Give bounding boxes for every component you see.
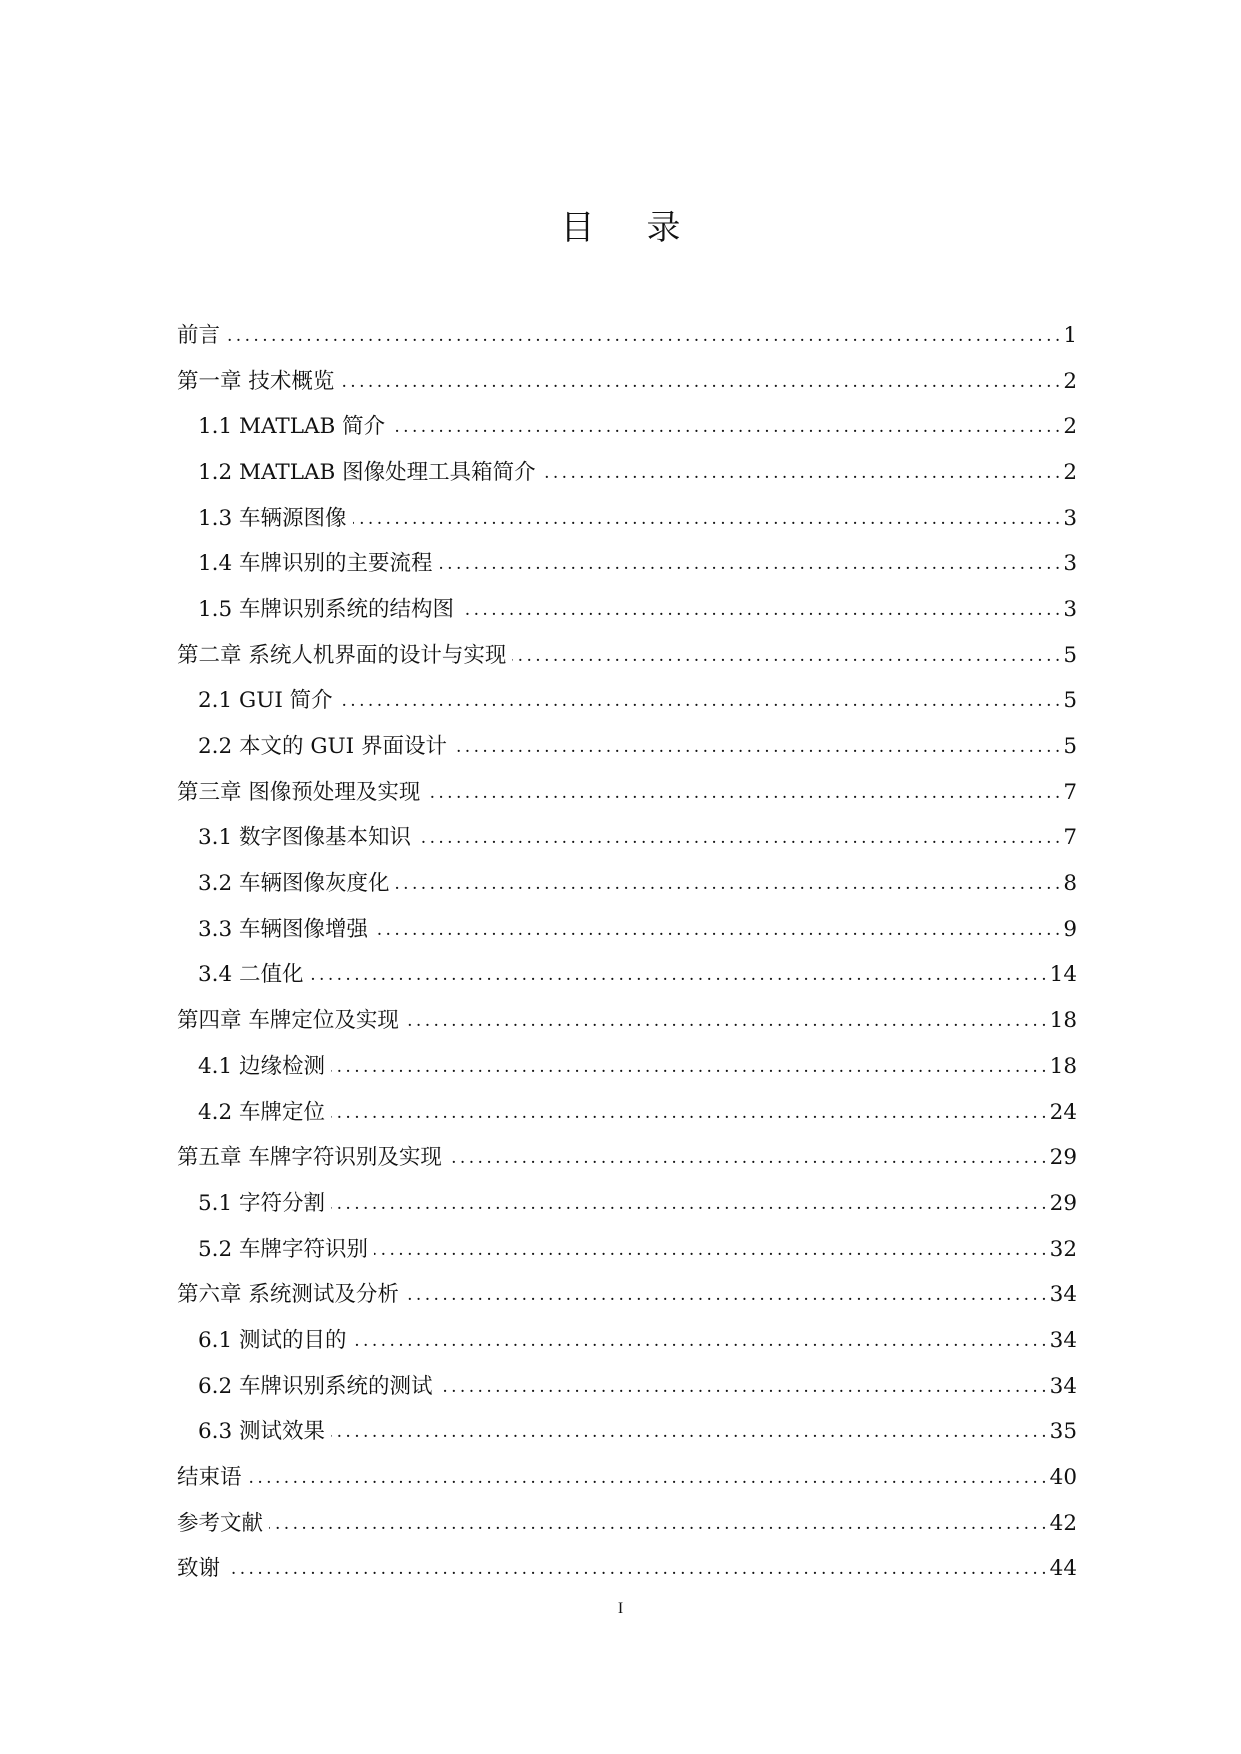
toc-entry-label: 参考文献 <box>177 1510 264 1536</box>
toc-dot-leader <box>512 642 1059 670</box>
toc-entry-page-number: 3 <box>1063 551 1077 577</box>
toc-entry-label: 3.1 数字图像基本知识 <box>198 825 412 851</box>
toc-entry[interactable] <box>177 1044 1077 1090</box>
toc-entry-page-number: 35 <box>1049 1419 1077 1445</box>
toc-entry[interactable] <box>177 679 1077 725</box>
toc-dot-leader <box>439 1373 1046 1401</box>
toc-entry-page-number: 1 <box>1063 322 1077 348</box>
toc-entry[interactable] <box>177 450 1077 496</box>
toc-entry-label: 4.2 车牌定位 <box>198 1099 326 1125</box>
toc-entry[interactable] <box>177 587 1077 633</box>
toc-dot-leader <box>405 1281 1046 1309</box>
toc-entry[interactable] <box>177 907 1077 953</box>
toc-entry-label: 第六章 系统测试及分析 <box>177 1282 399 1308</box>
toc-entry-page-number: 9 <box>1063 916 1077 942</box>
toc-dot-leader <box>439 550 1060 578</box>
toc-dot-leader <box>405 1007 1046 1035</box>
toc-entry-page-number: 18 <box>1049 1008 1077 1034</box>
toc-dot-leader <box>426 779 1059 807</box>
toc-entry-label: 6.3 测试效果 <box>198 1419 326 1445</box>
toc-dot-leader <box>453 733 1059 761</box>
toc-entry[interactable] <box>177 1090 1077 1136</box>
toc-entry[interactable] <box>177 633 1077 679</box>
toc-entry[interactable] <box>177 1227 1077 1273</box>
footer-page-number: I <box>617 1600 624 1617</box>
toc-dot-leader <box>542 459 1060 487</box>
toc-entry-label: 前言 <box>177 322 221 348</box>
toc-dot-leader <box>396 870 1060 898</box>
toc-entry[interactable] <box>177 404 1077 450</box>
toc-entry-label: 1.4 车牌识别的主要流程 <box>198 551 433 577</box>
toc-entry-label: 第一章 技术概览 <box>177 368 335 394</box>
toc-entry-page-number: 18 <box>1049 1053 1077 1079</box>
toc-entry-page-number: 7 <box>1063 779 1077 805</box>
toc-entry-label: 1.5 车牌识别系统的结构图 <box>198 596 455 622</box>
toc-entry-label: 致谢 <box>177 1556 221 1582</box>
toc-entry[interactable] <box>177 1364 1077 1410</box>
toc-entry-label: 5.1 字符分割 <box>198 1190 326 1216</box>
toc-entry-page-number: 24 <box>1049 1099 1077 1125</box>
toc-dot-leader <box>353 505 1060 533</box>
toc-entry-label: 3.3 车辆图像增强 <box>198 916 369 942</box>
toc-entry-label: 第五章 车牌字符识别及实现 <box>177 1145 442 1171</box>
toc-entry-label: 6.2 车牌识别系统的测试 <box>198 1373 433 1399</box>
toc-entry-label: 2.1 GUI 简介 <box>198 688 333 714</box>
toc-entry-label: 4.1 边缘检测 <box>198 1053 326 1079</box>
table-of-contents <box>177 313 1077 1592</box>
toc-entry-label: 3.4 二值化 <box>198 962 304 988</box>
toc-entry[interactable] <box>177 953 1077 999</box>
toc-entry-page-number: 8 <box>1063 871 1077 897</box>
toc-dot-leader <box>226 322 1059 350</box>
toc-entry-page-number: 7 <box>1063 825 1077 851</box>
toc-entry[interactable] <box>177 770 1077 816</box>
toc-entry[interactable] <box>177 1455 1077 1501</box>
toc-entry[interactable] <box>177 541 1077 587</box>
toc-entry-label: 1.1 MATLAB 简介 <box>198 414 386 440</box>
toc-dot-leader <box>353 1327 1046 1355</box>
toc-entry-page-number: 14 <box>1049 962 1077 988</box>
toc-entry[interactable] <box>177 861 1077 907</box>
toc-entry-page-number: 44 <box>1049 1556 1077 1582</box>
toc-entry-page-number: 3 <box>1063 596 1077 622</box>
toc-dot-leader <box>448 1144 1046 1172</box>
toc-entry-page-number: 3 <box>1063 505 1077 531</box>
toc-entry-label: 3.2 车辆图像灰度化 <box>198 871 390 897</box>
toc-entry-page-number: 34 <box>1049 1373 1077 1399</box>
toc-entry-page-number: 34 <box>1049 1282 1077 1308</box>
toc-entry-label: 1.3 车辆源图像 <box>198 505 347 531</box>
toc-entry-page-number: 42 <box>1049 1510 1077 1536</box>
toc-dot-leader <box>374 1236 1046 1264</box>
toc-entry[interactable] <box>177 1501 1077 1547</box>
toc-entry-page-number: 5 <box>1063 642 1077 668</box>
toc-entry[interactable] <box>177 998 1077 1044</box>
toc-entry[interactable] <box>177 1410 1077 1456</box>
toc-entry-label: 5.2 车牌字符识别 <box>198 1236 369 1262</box>
toc-entry[interactable] <box>177 724 1077 770</box>
toc-entry-page-number: 2 <box>1063 414 1077 440</box>
toc-entry[interactable] <box>177 1318 1077 1364</box>
toc-dot-leader <box>331 1053 1046 1081</box>
toc-entry-page-number: 32 <box>1049 1236 1077 1262</box>
toc-dot-leader <box>331 1099 1046 1127</box>
toc-dot-leader <box>310 961 1046 989</box>
toc-entry-page-number: 5 <box>1063 688 1077 714</box>
page-title: 目录 <box>560 208 733 248</box>
toc-entry-label: 第二章 系统人机界面的设计与实现 <box>177 642 507 668</box>
toc-entry[interactable] <box>177 313 1077 359</box>
toc-dot-leader <box>460 596 1059 624</box>
toc-entry-page-number: 34 <box>1049 1327 1077 1353</box>
toc-entry[interactable] <box>177 496 1077 542</box>
toc-entry[interactable] <box>177 359 1077 405</box>
toc-entry[interactable] <box>177 1547 1077 1593</box>
toc-entry-page-number: 40 <box>1049 1465 1077 1491</box>
toc-entry[interactable] <box>177 1181 1077 1227</box>
toc-entry-page-number: 29 <box>1049 1145 1077 1171</box>
toc-entry-page-number: 2 <box>1063 368 1077 394</box>
toc-entry-label: 6.1 测试的目的 <box>198 1327 347 1353</box>
toc-dot-leader <box>248 1464 1046 1492</box>
toc-entry[interactable] <box>177 1272 1077 1318</box>
toc-dot-leader <box>226 1555 1046 1583</box>
toc-dot-leader <box>417 824 1059 852</box>
toc-dot-leader <box>374 916 1059 944</box>
toc-dot-leader <box>269 1510 1046 1538</box>
toc-dot-leader <box>339 687 1060 715</box>
toc-entry-label: 结束语 <box>177 1465 242 1491</box>
toc-entry-label: 第三章 图像预处理及实现 <box>177 779 421 805</box>
toc-dot-leader <box>340 368 1059 396</box>
toc-entry-label: 第四章 车牌定位及实现 <box>177 1008 399 1034</box>
toc-entry-label: 1.2 MATLAB 图像处理工具箱简介 <box>198 459 536 485</box>
toc-dot-leader <box>331 1190 1046 1218</box>
toc-dot-leader <box>391 413 1059 441</box>
toc-entry[interactable] <box>177 816 1077 862</box>
toc-dot-leader <box>331 1418 1046 1446</box>
toc-entry-page-number: 29 <box>1049 1190 1077 1216</box>
toc-entry-page-number: 2 <box>1063 459 1077 485</box>
toc-entry-page-number: 5 <box>1063 734 1077 760</box>
toc-entry[interactable] <box>177 1135 1077 1181</box>
toc-entry-label: 2.2 本文的 GUI 界面设计 <box>198 734 447 760</box>
